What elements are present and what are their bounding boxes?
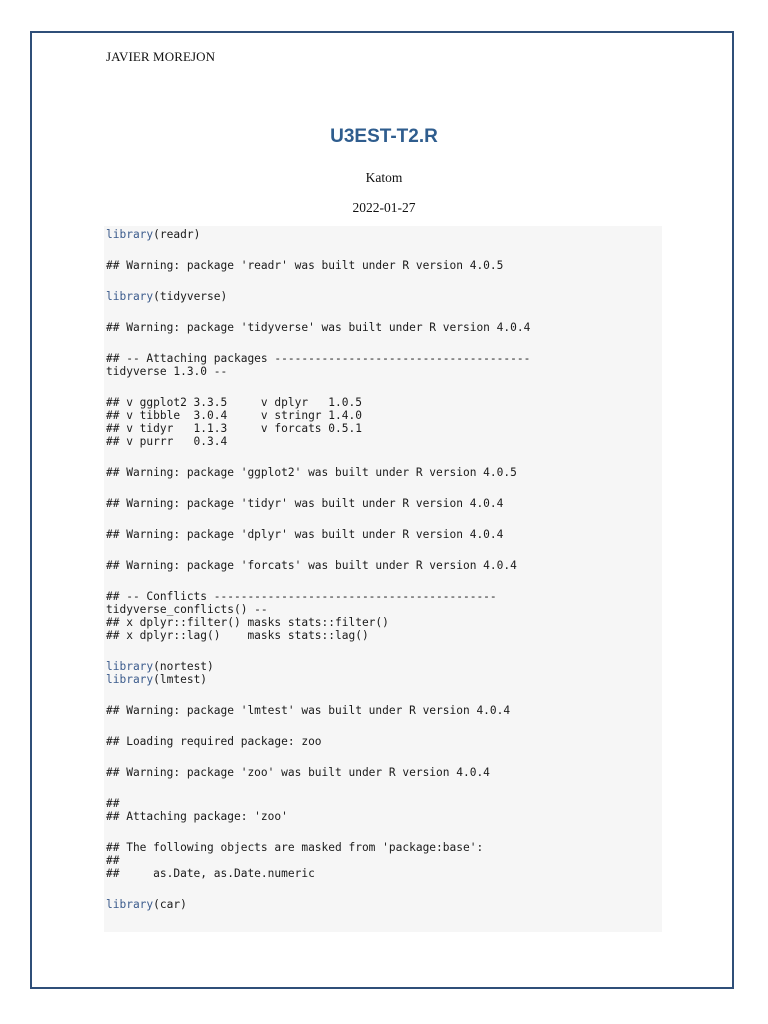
output-chunk: ## -- Conflicts ------------------------------------------ tidyverse_conflicts() -- ## x dplyr::filter() masks stats::filter() ## x dplyr::lag() masks stats::lag() (104, 588, 662, 644)
output-chunk: ## Warning: package 'ggplot2' was built under R version 4.0.5 (104, 464, 662, 481)
code-argument: (car) (153, 898, 187, 911)
code-function: library (106, 228, 154, 241)
code-chunk (104, 288, 662, 305)
code-function: library (106, 898, 154, 911)
output-chunk: ## The following objects are masked from 'package:base': ## ## as.Date, as.Date.numeric (104, 839, 662, 882)
output-chunk: ## Warning: package 'forcats' was built under R version 4.0.4 (104, 557, 662, 574)
code-chunk (104, 658, 662, 688)
code-argument: (nortest) (153, 660, 214, 673)
output-chunk: ## v ggplot2 3.3.5 v dplyr 1.0.5 ## v tibble 3.0.4 v stringr 1.4.0 ## v tidyr 1.1.3 v forcats 0.5.1 ## v purrr 0.3.4 (104, 394, 662, 450)
output-chunk: ## Warning: package 'readr' was built under R version 4.0.5 (104, 257, 662, 274)
output-chunk: ## Warning: package 'lmtest' was built under R version 4.0.4 (104, 702, 662, 719)
code-content (106, 226, 662, 927)
code-function: library (106, 673, 154, 686)
output-chunk: ## Loading required package: zoo (104, 733, 662, 750)
author-header: JAVIER MOREJON (106, 49, 216, 64)
output-chunk: ## Warning: package 'zoo' was built under R version 4.0.4 (104, 764, 662, 781)
code-function: library (106, 660, 154, 673)
document-date: 2022-01-27 (352, 200, 416, 215)
code-argument: (readr) (153, 228, 201, 241)
output-chunk: ## Warning: package 'dplyr' was built under R version 4.0.4 (104, 526, 662, 543)
code-function: library (106, 290, 154, 303)
code-chunk (104, 226, 662, 243)
code-argument: (tidyverse) (153, 290, 228, 303)
code-argument: (lmtest) (153, 673, 208, 686)
document-title: U3EST-T2.R (330, 126, 438, 147)
output-chunk: ## Warning: package 'tidyverse' was built under R version 4.0.4 (104, 319, 662, 336)
output-chunk: ## ## Attaching package: 'zoo' (104, 795, 662, 825)
code-chunk (104, 896, 662, 913)
document-author: Katom (365, 170, 403, 185)
output-chunk: ## -- Attaching packages -------------------------------------- tidyverse 1.3.0 -- (104, 350, 662, 380)
output-chunk: ## Warning: package 'tidyr' was built under R version 4.0.4 (104, 495, 662, 512)
